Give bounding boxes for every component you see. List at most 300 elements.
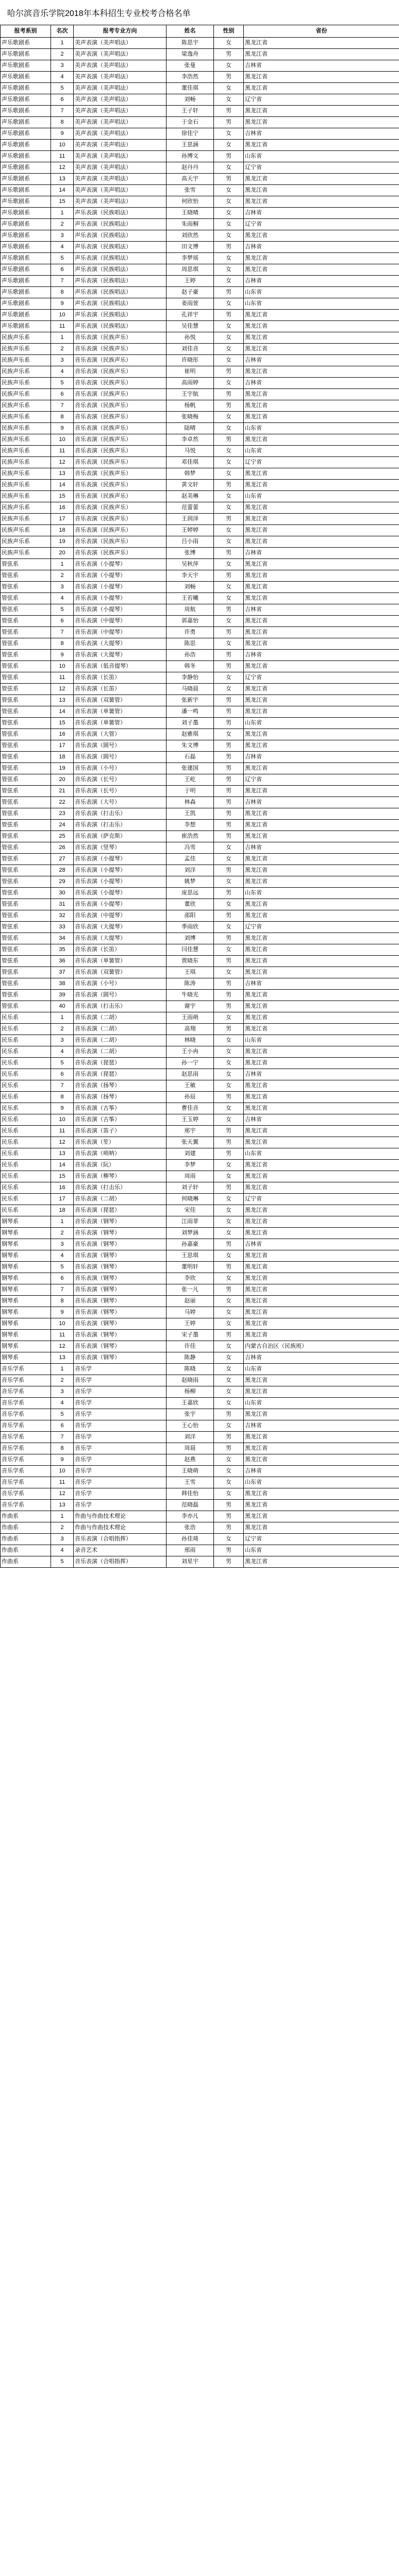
- cell-gender: 男: [214, 1182, 244, 1194]
- table-row: [1, 1466, 399, 1477]
- cell-name: 刘子轩: [167, 1182, 214, 1194]
- cell-gender: 男: [214, 1545, 244, 1556]
- cell-gender: 男: [214, 740, 244, 752]
- cell-major: 音乐学: [74, 1409, 167, 1420]
- table-row: [1, 1386, 399, 1398]
- cell-gender: 女: [214, 264, 244, 276]
- cell-name: 赵晓雨: [167, 1375, 214, 1386]
- table-row: [1, 1273, 399, 1284]
- cell-name: 姜雨萱: [167, 298, 214, 310]
- cell-gender: 男: [214, 910, 244, 922]
- cell-province: 吉林省: [244, 60, 399, 72]
- cell-gender: 女: [214, 1488, 244, 1500]
- cell-province: 黑龙江省: [244, 1432, 399, 1443]
- cell-rank: 16: [51, 1182, 74, 1194]
- cell-name: 梁逸舟: [167, 49, 214, 60]
- cell-name: 李想: [167, 820, 214, 831]
- cell-province: 黑龙江省: [244, 1284, 399, 1296]
- cell-major: 音乐表演（钢琴）: [74, 1341, 167, 1352]
- cell-name: 邢雨: [167, 1545, 214, 1556]
- cell-province: 黑龙江省: [244, 865, 399, 876]
- cell-major: 音乐表演（长笛）: [74, 944, 167, 956]
- cell-department: 民乐系: [1, 1160, 51, 1171]
- cell-rank: 16: [51, 502, 74, 514]
- cell-rank: 19: [51, 763, 74, 774]
- cell-rank: 5: [51, 1262, 74, 1273]
- cell-province: 黑龙江省: [244, 140, 399, 151]
- cell-rank: 1: [51, 1216, 74, 1228]
- cell-rank: 25: [51, 831, 74, 842]
- cell-major: 音乐表演（打击乐）: [74, 808, 167, 820]
- cell-gender: 女: [214, 638, 244, 650]
- cell-major: 音乐学: [74, 1398, 167, 1409]
- cell-rank: 7: [51, 1284, 74, 1296]
- table-row: [1, 933, 399, 944]
- cell-major: 音乐表演（民族声乐）: [74, 389, 167, 400]
- cell-name: 邢宇: [167, 1126, 214, 1137]
- cell-province: 山东省: [244, 446, 399, 457]
- table-row: [1, 162, 399, 174]
- cell-department: 民族声乐系: [1, 366, 51, 378]
- cell-department: 钢琴系: [1, 1262, 51, 1273]
- cell-gender: 男: [214, 808, 244, 820]
- cell-name: 陈涛: [167, 978, 214, 990]
- cell-rank: 12: [51, 457, 74, 468]
- cell-major: 音乐表演（民族声乐）: [74, 525, 167, 536]
- cell-rank: 2: [51, 219, 74, 230]
- cell-major: 音乐表演（长号）: [74, 774, 167, 786]
- cell-gender: 男: [214, 72, 244, 83]
- cell-gender: 女: [214, 944, 244, 956]
- cell-name: 张一凡: [167, 1284, 214, 1296]
- table-row: [1, 94, 399, 106]
- cell-rank: 5: [51, 1058, 74, 1069]
- cell-name: 王若曦: [167, 593, 214, 604]
- cell-gender: 男: [214, 1148, 244, 1160]
- cell-name: 赵丽: [167, 1296, 214, 1307]
- table-row: [1, 1035, 399, 1046]
- cell-name: 赵子豪: [167, 287, 214, 298]
- cell-name: 高天宇: [167, 174, 214, 185]
- cell-major: 美声表演（美声唱法）: [74, 72, 167, 83]
- cell-major: 音乐表演（打击乐）: [74, 1182, 167, 1194]
- cell-name: 张晓梅: [167, 412, 214, 423]
- table-row: [1, 185, 399, 196]
- cell-province: 辽宁省: [244, 457, 399, 468]
- cell-province: 黑龙江省: [244, 627, 399, 638]
- cell-rank: 27: [51, 854, 74, 865]
- cell-major: 音乐表演（琵琶）: [74, 1058, 167, 1069]
- cell-gender: 男: [214, 389, 244, 400]
- cell-rank: 14: [51, 1160, 74, 1171]
- table-row: [1, 740, 399, 752]
- cell-department: 管弦系: [1, 718, 51, 729]
- table-row: [1, 604, 399, 616]
- cell-gender: 女: [214, 1352, 244, 1364]
- table-row: [1, 797, 399, 808]
- cell-province: 黑龙江省: [244, 480, 399, 491]
- cell-rank: 12: [51, 1341, 74, 1352]
- cell-province: 黑龙江省: [244, 1273, 399, 1284]
- cell-major: 音乐表演（阮）: [74, 1160, 167, 1171]
- cell-rank: 13: [51, 174, 74, 185]
- cell-province: 内蒙古自治区（民族班）: [244, 1341, 399, 1352]
- cell-rank: 2: [51, 1522, 74, 1534]
- cell-name: 王思琪: [167, 1250, 214, 1262]
- cell-major: 录音艺术: [74, 1545, 167, 1556]
- cell-province: 山东省: [244, 491, 399, 502]
- cell-rank: 8: [51, 412, 74, 423]
- cell-rank: 6: [51, 94, 74, 106]
- cell-rank: 13: [51, 1352, 74, 1364]
- cell-gender: 男: [214, 604, 244, 616]
- cell-rank: 17: [51, 1194, 74, 1205]
- cell-province: 黑龙江省: [244, 264, 399, 276]
- cell-name: 宋佳: [167, 1205, 214, 1216]
- table-row: [1, 763, 399, 774]
- cell-gender: 女: [214, 60, 244, 72]
- cell-name: 田文博: [167, 242, 214, 253]
- cell-gender: 女: [214, 525, 244, 536]
- cell-major: 音乐表演（大提琴）: [74, 650, 167, 661]
- cell-gender: 女: [214, 219, 244, 230]
- table-row: [1, 1545, 399, 1556]
- cell-name: 黄文轩: [167, 480, 214, 491]
- cell-department: 声乐歌剧系: [1, 242, 51, 253]
- cell-department: 民族声乐系: [1, 389, 51, 400]
- cell-province: 黑龙江省: [244, 831, 399, 842]
- cell-department: 管弦系: [1, 706, 51, 718]
- cell-name: 牛晓光: [167, 990, 214, 1001]
- table-row: [1, 423, 399, 434]
- cell-name: 孙一宁: [167, 1058, 214, 1069]
- table-row: [1, 944, 399, 956]
- cell-gender: 女: [214, 1205, 244, 1216]
- cell-major: 音乐表演（小号）: [74, 763, 167, 774]
- cell-name: 张建国: [167, 763, 214, 774]
- cell-major: 音乐表演（小提琴）: [74, 582, 167, 593]
- header-major: 报考专业方向: [74, 25, 167, 38]
- cell-department: 管弦系: [1, 616, 51, 627]
- cell-gender: 女: [214, 94, 244, 106]
- cell-department: 民族声乐系: [1, 457, 51, 468]
- cell-major: 音乐表演（民族声乐）: [74, 514, 167, 525]
- cell-name: 赵丹丹: [167, 162, 214, 174]
- table-row: [1, 344, 399, 355]
- cell-department: 管弦系: [1, 684, 51, 695]
- cell-province: 黑龙江省: [244, 1556, 399, 1568]
- cell-major: 声乐表演（民族唱法）: [74, 219, 167, 230]
- cell-name: 李梦瑶: [167, 253, 214, 264]
- cell-department: 管弦系: [1, 593, 51, 604]
- cell-name: 陈静: [167, 1352, 214, 1364]
- cell-province: 黑龙江省: [244, 1103, 399, 1114]
- cell-province: 黑龙江省: [244, 1171, 399, 1182]
- cell-province: 黑龙江省: [244, 729, 399, 740]
- table-row: [1, 1137, 399, 1148]
- cell-rank: 6: [51, 389, 74, 400]
- cell-name: 朱文博: [167, 740, 214, 752]
- cell-major: 音乐表演（二胡）: [74, 1046, 167, 1058]
- cell-name: 郭嘉怡: [167, 616, 214, 627]
- cell-rank: 40: [51, 1001, 74, 1012]
- cell-department: 管弦系: [1, 650, 51, 661]
- cell-province: 黑龙江省: [244, 956, 399, 967]
- cell-name: 陈晓: [167, 1364, 214, 1375]
- cell-gender: 男: [214, 706, 244, 718]
- cell-major: 音乐学: [74, 1432, 167, 1443]
- cell-gender: 男: [214, 820, 244, 831]
- cell-name: 王思涵: [167, 140, 214, 151]
- cell-province: 黑龙江省: [244, 536, 399, 548]
- cell-province: 黑龙江省: [244, 1522, 399, 1534]
- cell-major: 音乐表演（钢琴）: [74, 1330, 167, 1341]
- cell-name: 王宇航: [167, 389, 214, 400]
- cell-department: 民族声乐系: [1, 378, 51, 389]
- cell-rank: 15: [51, 196, 74, 208]
- cell-major: 美声表演（美声唱法）: [74, 174, 167, 185]
- cell-department: 民乐系: [1, 1046, 51, 1058]
- cell-province: 吉林省: [244, 752, 399, 763]
- cell-rank: 3: [51, 355, 74, 366]
- cell-name: 吴秋萍: [167, 559, 214, 570]
- cell-province: 黑龙江省: [244, 684, 399, 695]
- cell-major: 音乐表演（单簧管）: [74, 706, 167, 718]
- table-row: [1, 899, 399, 910]
- cell-department: 民乐系: [1, 1092, 51, 1103]
- table-row: [1, 230, 399, 242]
- cell-major: 音乐学: [74, 1420, 167, 1432]
- cell-department: 民族声乐系: [1, 502, 51, 514]
- cell-rank: 12: [51, 1488, 74, 1500]
- cell-gender: 女: [214, 332, 244, 344]
- cell-name: 林森: [167, 797, 214, 808]
- table-row: [1, 1500, 399, 1511]
- cell-major: 音乐表演（大提琴）: [74, 933, 167, 944]
- cell-rank: 5: [51, 83, 74, 94]
- cell-rank: 17: [51, 514, 74, 525]
- table-row: [1, 38, 399, 49]
- cell-rank: 2: [51, 344, 74, 355]
- cell-province: 黑龙江省: [244, 1307, 399, 1318]
- cell-department: 民乐系: [1, 1024, 51, 1035]
- cell-rank: 2: [51, 570, 74, 582]
- cell-name: 庞思远: [167, 888, 214, 899]
- cell-name: 王子轩: [167, 106, 214, 117]
- cell-gender: 女: [214, 344, 244, 355]
- cell-name: 马婷: [167, 1307, 214, 1318]
- cell-province: 黑龙江省: [244, 1443, 399, 1454]
- cell-name: 董佳琪: [167, 83, 214, 94]
- cell-name: 吴佳慧: [167, 321, 214, 332]
- cell-name: 李卓然: [167, 434, 214, 446]
- cell-gender: 男: [214, 865, 244, 876]
- cell-gender: 男: [214, 888, 244, 899]
- cell-department: 作曲系: [1, 1534, 51, 1545]
- cell-name: 张宇: [167, 1409, 214, 1420]
- table-row: [1, 106, 399, 117]
- cell-gender: 女: [214, 491, 244, 502]
- cell-major: 声乐表演（民族唱法）: [74, 253, 167, 264]
- cell-gender: 女: [214, 83, 244, 94]
- cell-rank: 39: [51, 990, 74, 1001]
- cell-province: 吉林省: [244, 208, 399, 219]
- table-row: [1, 956, 399, 967]
- cell-major: 音乐表演（钢琴）: [74, 1216, 167, 1228]
- cell-gender: 女: [214, 208, 244, 219]
- table-row: [1, 1307, 399, 1318]
- table-row: [1, 1488, 399, 1500]
- cell-department: 管弦系: [1, 638, 51, 650]
- cell-gender: 女: [214, 1080, 244, 1092]
- cell-rank: 19: [51, 536, 74, 548]
- cell-department: 钢琴系: [1, 1216, 51, 1228]
- cell-department: 管弦系: [1, 1001, 51, 1012]
- cell-major: 音乐表演（钢琴）: [74, 1228, 167, 1239]
- cell-gender: 男: [214, 774, 244, 786]
- cell-major: 音乐表演（民族声乐）: [74, 423, 167, 434]
- cell-gender: 女: [214, 1307, 244, 1318]
- table-row: [1, 276, 399, 287]
- cell-department: 民族声乐系: [1, 468, 51, 480]
- cell-rank: 38: [51, 978, 74, 990]
- cell-province: 黑龙江省: [244, 1080, 399, 1092]
- cell-province: 辽宁省: [244, 774, 399, 786]
- cell-rank: 1: [51, 332, 74, 344]
- cell-province: 黑龙江省: [244, 899, 399, 910]
- cell-rank: 3: [51, 60, 74, 72]
- cell-province: 黑龙江省: [244, 366, 399, 378]
- cell-major: 音乐表演（圆号）: [74, 990, 167, 1001]
- cell-rank: 11: [51, 1477, 74, 1488]
- cell-name: 曹佳音: [167, 1103, 214, 1114]
- cell-rank: 15: [51, 1171, 74, 1182]
- table-row: [1, 140, 399, 151]
- cell-rank: 23: [51, 808, 74, 820]
- table-row: [1, 502, 399, 514]
- cell-province: 黑龙江省: [244, 1012, 399, 1024]
- cell-rank: 3: [51, 1386, 74, 1398]
- cell-department: 声乐歌剧系: [1, 321, 51, 332]
- cell-rank: 4: [51, 1250, 74, 1262]
- cell-province: 黑龙江省: [244, 230, 399, 242]
- cell-name: 孙佳琦: [167, 1534, 214, 1545]
- cell-name: 贾晓东: [167, 956, 214, 967]
- cell-department: 作曲系: [1, 1522, 51, 1534]
- cell-rank: 9: [51, 1454, 74, 1466]
- cell-gender: 男: [214, 627, 244, 638]
- cell-gender: 女: [214, 1250, 244, 1262]
- cell-name: 刘洋: [167, 1432, 214, 1443]
- cell-name: 王凯: [167, 808, 214, 820]
- cell-rank: 1: [51, 1012, 74, 1024]
- cell-major: 音乐表演（小提琴）: [74, 559, 167, 570]
- cell-department: 管弦系: [1, 876, 51, 888]
- table-row: [1, 1534, 399, 1545]
- cell-gender: 男: [214, 1522, 244, 1534]
- cell-department: 声乐歌剧系: [1, 287, 51, 298]
- cell-rank: 4: [51, 366, 74, 378]
- cell-name: 王婷: [167, 276, 214, 287]
- cell-gender: 女: [214, 38, 244, 49]
- header-province: 省份: [244, 25, 399, 38]
- cell-province: 黑龙江省: [244, 1511, 399, 1522]
- cell-province: 吉林省: [244, 978, 399, 990]
- cell-department: 音乐学系: [1, 1454, 51, 1466]
- cell-province: 黑龙江省: [244, 944, 399, 956]
- cell-province: 黑龙江省: [244, 49, 399, 60]
- cell-rank: 11: [51, 672, 74, 684]
- cell-major: 美声表演（美声唱法）: [74, 117, 167, 128]
- cell-gender: 男: [214, 548, 244, 559]
- cell-department: 管弦系: [1, 763, 51, 774]
- cell-province: 吉林省: [244, 650, 399, 661]
- table-row: [1, 446, 399, 457]
- cell-rank: 2: [51, 49, 74, 60]
- cell-rank: 17: [51, 740, 74, 752]
- cell-gender: 男: [214, 174, 244, 185]
- table-row: [1, 990, 399, 1001]
- cell-province: 黑龙江省: [244, 38, 399, 49]
- cell-major: 音乐表演（钢琴）: [74, 1262, 167, 1273]
- cell-major: 作曲与作曲技术理论: [74, 1511, 167, 1522]
- table-header-row: [1, 25, 399, 38]
- cell-name: 董明轩: [167, 1262, 214, 1273]
- cell-name: 张新宇: [167, 695, 214, 706]
- cell-name: 季雨欣: [167, 922, 214, 933]
- cell-major: 音乐表演（古筝）: [74, 1114, 167, 1126]
- cell-department: 管弦系: [1, 797, 51, 808]
- cell-rank: 3: [51, 1534, 74, 1545]
- cell-rank: 13: [51, 468, 74, 480]
- cell-province: 辽宁省: [244, 94, 399, 106]
- table-row: [1, 1001, 399, 1012]
- cell-province: 黑龙江省: [244, 514, 399, 525]
- cell-gender: 女: [214, 593, 244, 604]
- cell-name: 孔祥宇: [167, 310, 214, 321]
- cell-province: 山东省: [244, 1398, 399, 1409]
- cell-department: 管弦系: [1, 831, 51, 842]
- cell-gender: 男: [214, 1239, 244, 1250]
- cell-province: 黑龙江省: [244, 786, 399, 797]
- cell-province: 黑龙江省: [244, 570, 399, 582]
- cell-gender: 男: [214, 1556, 244, 1568]
- cell-rank: 11: [51, 446, 74, 457]
- cell-province: 吉林省: [244, 378, 399, 389]
- table-row: [1, 412, 399, 423]
- cell-department: 音乐学系: [1, 1386, 51, 1398]
- cell-major: 音乐表演（民族声乐）: [74, 480, 167, 491]
- cell-province: 黑龙江省: [244, 389, 399, 400]
- cell-major: 音乐表演（琵琶）: [74, 1069, 167, 1080]
- cell-rank: 5: [51, 1556, 74, 1568]
- cell-rank: 14: [51, 480, 74, 491]
- cell-gender: 女: [214, 582, 244, 593]
- cell-name: 吕小雨: [167, 536, 214, 548]
- table-row: [1, 366, 399, 378]
- cell-gender: 女: [214, 1046, 244, 1058]
- cell-gender: 女: [214, 1420, 244, 1432]
- cell-gender: 男: [214, 695, 244, 706]
- cell-name: 王晓晴: [167, 208, 214, 219]
- cell-name: 石磊: [167, 752, 214, 763]
- cell-department: 钢琴系: [1, 1341, 51, 1352]
- cell-major: 音乐表演（民族声乐）: [74, 491, 167, 502]
- table-row: [1, 1012, 399, 1024]
- table-row: [1, 752, 399, 763]
- cell-department: 钢琴系: [1, 1273, 51, 1284]
- cell-province: 黑龙江省: [244, 502, 399, 514]
